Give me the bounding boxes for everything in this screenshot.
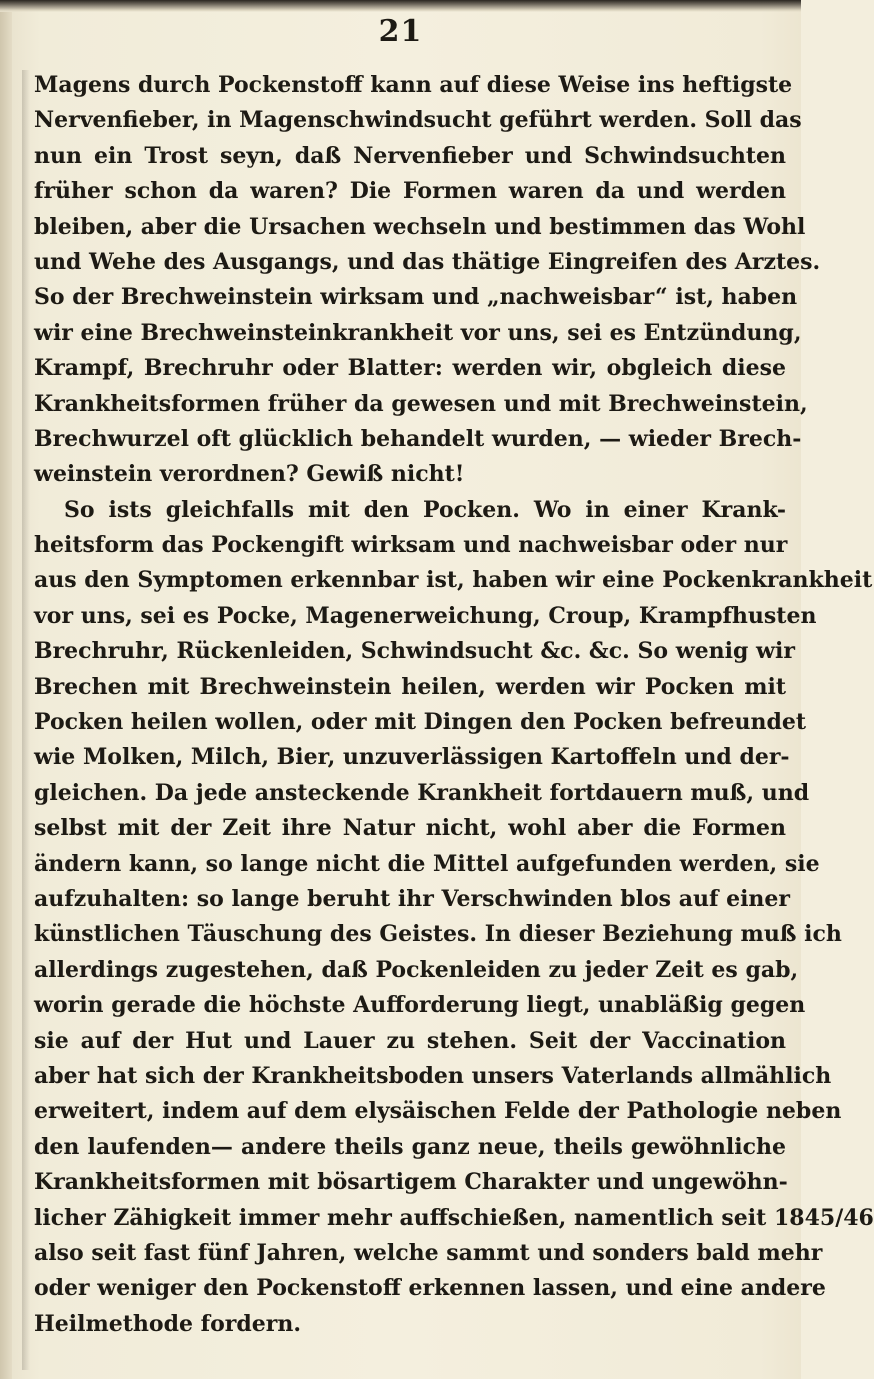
text-line: So der Brechweinstein wirksam und „nachweisbar“ ist, haben [34, 284, 798, 311]
text-line: worin gerade die höchste Aufforderung liegt, unabläßig gegen [34, 992, 806, 1019]
text-line: allerdings zugestehen, daß Pockenleiden zu jeder Zeit es gab, [34, 956, 799, 983]
text-line: und Wehe des Ausgangs, und das thätige Eingreifen des Arztes. [34, 248, 821, 275]
text-line: Nervenfieber, in Magenschwindsucht geführt werden. Soll das [34, 107, 802, 134]
text-line: ändern kann, so lange nicht die Mittel aufgefunden werden, sie [34, 850, 820, 877]
text-line: aber hat sich der Krankheitsboden unsers Vaterlands allmählich [34, 1062, 832, 1089]
text-line: Brechen mit Brechweinstein heilen, werden wir Pocken mit [34, 673, 786, 700]
page-number: 21 [378, 14, 423, 49]
text-line: Krankheitsformen früher da gewesen und mit Brechweinstein, [34, 390, 808, 417]
text-line: weinstein verordnen? Gewiß nicht! [34, 461, 465, 488]
text-line: sie auf der Hut und Lauer zu stehen. Seit der Vaccination [34, 1027, 786, 1054]
text-line: früher schon da waren? Die Formen waren da und werden [34, 178, 786, 205]
text-line: bleiben, aber die Ursachen wechseln und bestimmen das Wohl [34, 213, 806, 240]
gutter-shadow [22, 70, 30, 1370]
text-line: künstlichen Täuschung des Geistes. In dieser Beziehung muß ich [34, 921, 842, 948]
text-line: Brechruhr, Rückenleiden, Schwindsucht &c. &c. So wenig wir [34, 638, 795, 665]
text-line: Magens durch Pockenstoff kann auf diese Weise ins heftigste [34, 72, 793, 98]
text-line: oder weniger den Pockenstoff erkennen lassen, und eine andere [34, 1275, 826, 1302]
text-line: wie Molken, Milch, Bier, unzuverlässigen Kartoffeln und der- [34, 744, 790, 771]
text-line: den laufenden— andere theils ganz neue, theils gewöhnliche [34, 1133, 786, 1160]
text-line: Pocken heilen wollen, oder mit Dingen den Pocken befreundet [34, 709, 807, 736]
page-top-edge [0, 0, 801, 12]
text-line: vor uns, sei es Pocke, Magenerweichung, Croup, Krampfhusten [34, 602, 817, 629]
text-line: Heilmethode fordern. [34, 1310, 301, 1337]
text-line: wir eine Brechweinsteinkrankheit vor uns, sei es Entzündung, [34, 319, 802, 346]
text-line: aus den Symptomen erkennbar ist, haben wir eine Pockenkrankheit [34, 567, 873, 594]
text-line: also seit fast fünf Jahren, welche sammt und sonders bald mehr [34, 1239, 823, 1266]
text-line: Brechwurzel oft glücklich behandelt wurden, — wieder Brech- [34, 425, 802, 452]
text-line: Krankheitsformen mit bösartigem Charakter und ungewöhn- [34, 1169, 788, 1196]
text-line: licher Zähigkeit immer mehr auffschießen, namentlich seit 1845/46 [34, 1204, 874, 1231]
page-gutter [0, 12, 12, 1379]
body-text [34, 68, 874, 1342]
text-line: erweitert, indem auf dem elysäischen Felde der Pathologie neben [34, 1098, 842, 1125]
text-line: Krampf, Brechruhr oder Blatter: werden wir, obgleich diese [34, 355, 786, 382]
text-line: gleichen. Da jede ansteckende Krankheit fortdauern muß, und [34, 779, 810, 806]
text-line: heitsform das Pockengift wirksam und nachweisbar oder nur [34, 532, 788, 559]
text-line: selbst mit der Zeit ihre Natur nicht, wohl aber die Formen [34, 815, 786, 842]
text-line: aufzuhalten: so lange beruht ihr Verschwinden blos auf einer [34, 885, 791, 912]
text-line: So ists gleichfalls mit den Pocken. Wo in einer Krank- [64, 496, 786, 523]
text-line: nun ein Trost seyn, daß Nervenfieber und Schwindsuchten [34, 142, 786, 169]
